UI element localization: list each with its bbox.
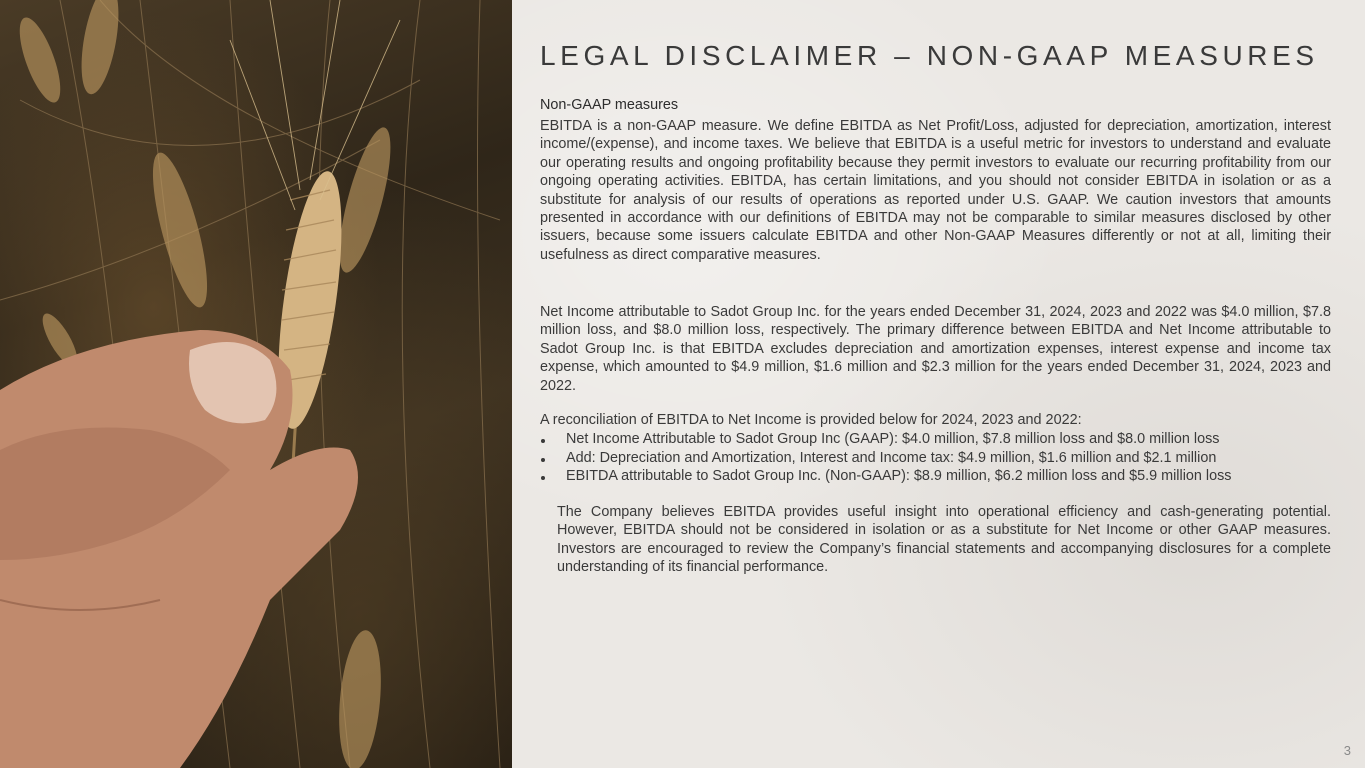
ebitda-definition-paragraph: EBITDA is a non-GAAP measure. We define EBITDA as Net Profit/Loss, adjusted for depreciation, amortization, interest income/(expense), and income taxes. We believe that EBITDA is a useful metric for investors to understand and evaluate our operating results and ongoing profitability because they permit investors to evaluate our recurring profitability from our ongoing operating activities. EBITDA, has certain limitations, and you should not consider EBITDA in isolation or as a substitute for analysis of our results of operations as reported under U.S. GAAP. We caution investors that amounts presented in accordance with our definitions of EBITDA may not be comparable to similar measures disclosed by other issuers, because some issuers calculate EBITDA and other Non-GAAP Measures differently or not at all, limiting their usefulness as direct comparative measures. <box>540 118 1331 263</box>
disclaimer-panel <box>512 0 1365 768</box>
page-number: 3 <box>1343 743 1351 758</box>
list-item: Add: Depreciation and Amortization, Interest and Income tax: $4.9 million, $1.6 million and $2.1 million <box>540 449 1340 468</box>
reconciliation-intro: A reconciliation of EBITDA to Net Income is provided below for 2024, 2023 and 2022: <box>540 412 1082 428</box>
list-item: Net Income Attributable to Sadot Group Inc (GAAP): $4.0 million, $7.8 million loss and $8.0 million loss <box>540 430 1340 449</box>
wheat-hand-photo <box>0 0 512 768</box>
net-income-paragraph: Net Income attributable to Sadot Group Inc. for the years ended December 31, 2024, 2023 and 2022 was $4.0 million, $7.8 million loss, and $8.0 million loss, respectively. The primary difference between EBITDA and Net Income attributable to Sadot Group Inc. is that EBITDA excludes depreciation and amortization expenses, interest expense and income tax expense, which amounted to $4.9 million, $1.6 million and $2.3 million for the years ended December 31, 2024, 2023 and 2022. <box>540 304 1331 394</box>
section-subheading: Non-GAAP measures <box>540 97 679 113</box>
page-title: LEGAL DISCLAIMER – NON-GAAP MEASURES <box>540 40 1319 71</box>
company-belief-paragraph: The Company believes EBITDA provides useful insight into operational efficiency and cash-generating potential. However, EBITDA should not be considered in isolation or as a substitute for Net Income or other GAAP measures. Investors are encouraged to review the Company’s financial statements and accompanying disclosures for a complete understanding of its financial performance. <box>557 504 1331 576</box>
reconciliation-list <box>540 430 1340 486</box>
wheat-illustration <box>0 0 512 768</box>
list-item: EBITDA attributable to Sadot Group Inc. (Non-GAAP): $8.9 million, $6.2 million loss and $5.9 million loss <box>540 467 1340 486</box>
